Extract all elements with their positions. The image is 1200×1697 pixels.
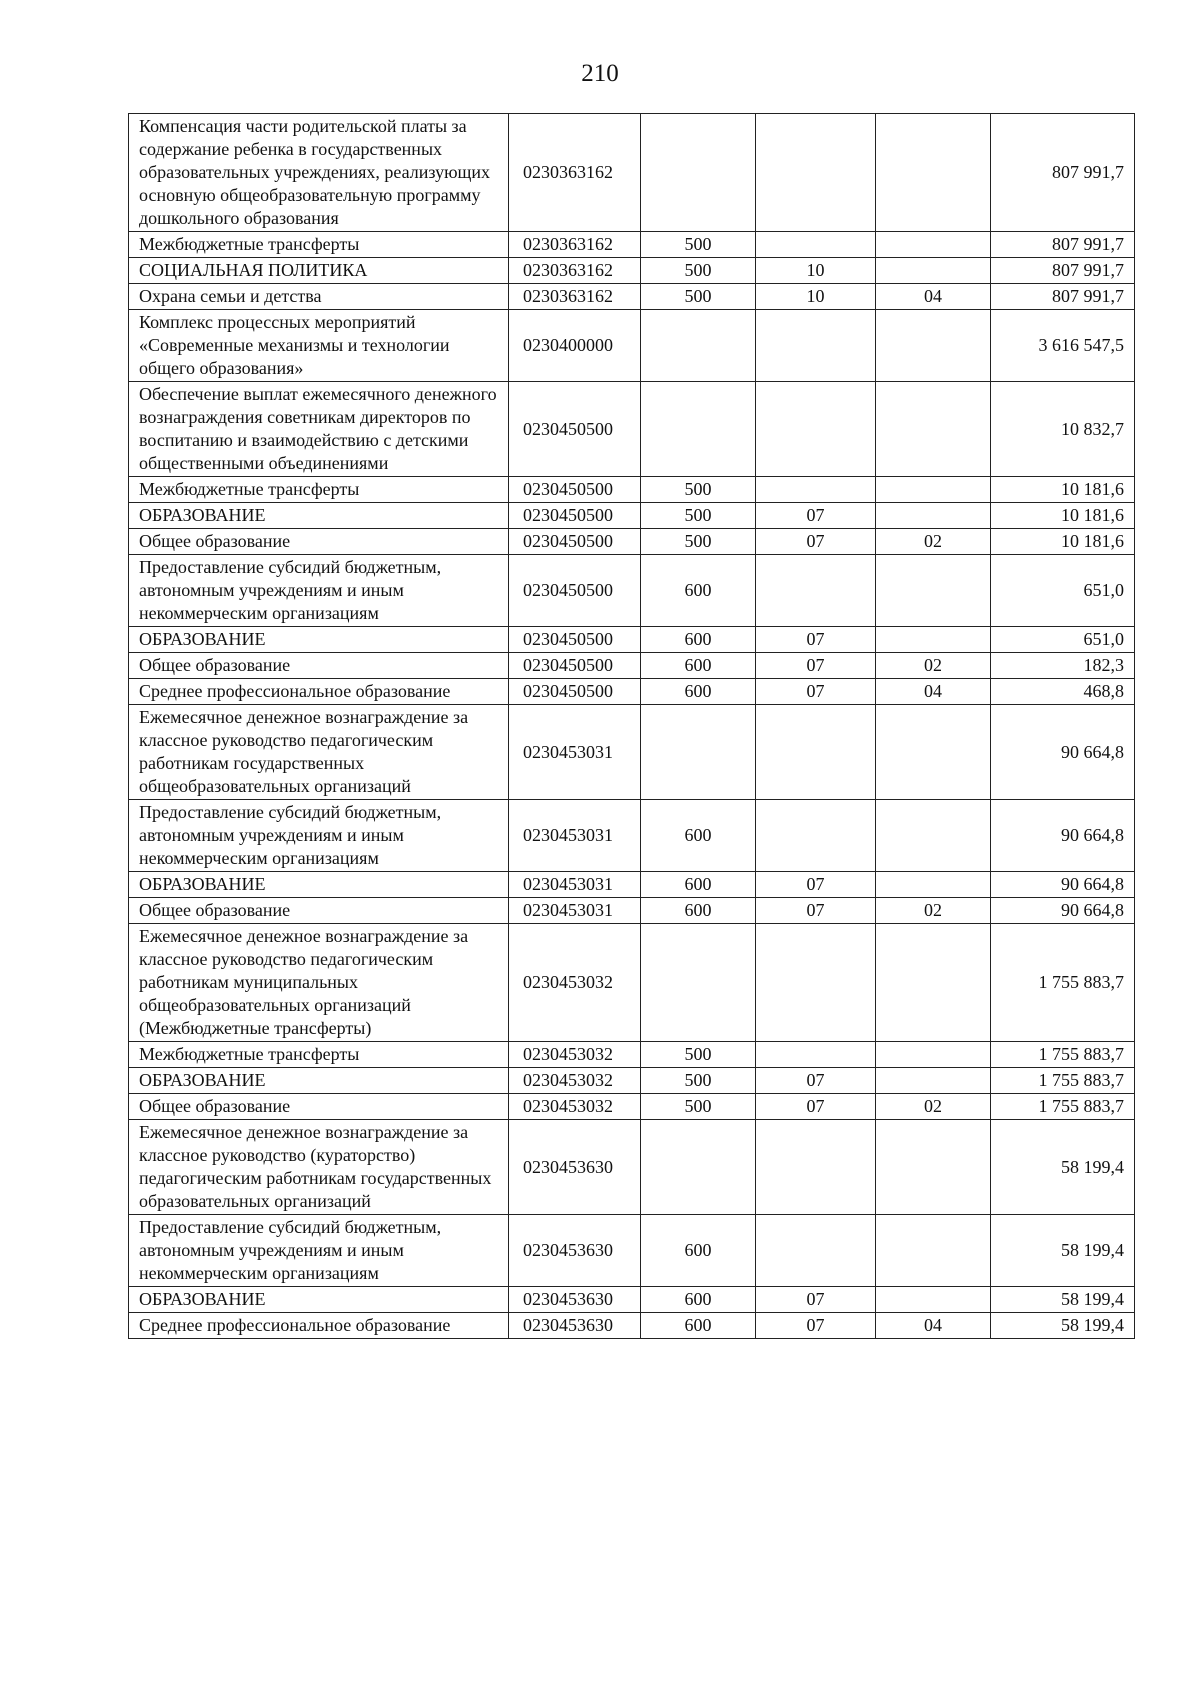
- row-name: Ежемесячное денежное вознаграждение за классное руководство педагогическим работникам муниципальных общеобразовательных организаций (Межбюджетные трансферты): [129, 924, 509, 1042]
- row-code: 0230453031: [509, 705, 641, 800]
- row-expense-type: 600: [641, 1215, 756, 1287]
- row-name: Предоставление субсидий бюджетным, автономным учреждениям и иным некоммерческим организациям: [129, 800, 509, 872]
- row-amount: 3 616 547,5: [991, 310, 1135, 382]
- table-row: [129, 679, 1135, 705]
- table-row: [129, 1313, 1135, 1339]
- row-section: [756, 555, 876, 627]
- row-expense-type: 600: [641, 653, 756, 679]
- row-subsection: 02: [876, 529, 991, 555]
- table-row: [129, 705, 1135, 800]
- row-expense-type: 600: [641, 555, 756, 627]
- row-amount: 90 664,8: [991, 705, 1135, 800]
- row-code: 0230363162: [509, 284, 641, 310]
- row-expense-type: 500: [641, 258, 756, 284]
- row-expense-type: 600: [641, 1287, 756, 1313]
- row-expense-type: [641, 924, 756, 1042]
- table-row: [129, 477, 1135, 503]
- row-amount: 58 199,4: [991, 1120, 1135, 1215]
- row-name: СОЦИАЛЬНАЯ ПОЛИТИКА: [129, 258, 509, 284]
- row-subsection: [876, 114, 991, 232]
- row-code: 0230453630: [509, 1215, 641, 1287]
- row-subsection: [876, 232, 991, 258]
- row-amount: 58 199,4: [991, 1313, 1135, 1339]
- row-expense-type: 500: [641, 477, 756, 503]
- row-name: Компенсация части родительской платы за содержание ребенка в государственных образовательных учреждениях, реализующих основную общеобразовательную программу дошкольного образования: [129, 114, 509, 232]
- row-name: Общее образование: [129, 529, 509, 555]
- row-subsection: [876, 1068, 991, 1094]
- row-amount: 807 991,7: [991, 258, 1135, 284]
- row-name: ОБРАЗОВАНИЕ: [129, 1287, 509, 1313]
- row-section: 07: [756, 529, 876, 555]
- row-name: Общее образование: [129, 653, 509, 679]
- table-row: [129, 1287, 1135, 1313]
- row-amount: 10 832,7: [991, 382, 1135, 477]
- row-code: 0230453031: [509, 800, 641, 872]
- row-expense-type: 600: [641, 800, 756, 872]
- row-code: 0230453032: [509, 924, 641, 1042]
- row-amount: 651,0: [991, 627, 1135, 653]
- row-section: [756, 1215, 876, 1287]
- table-row: [129, 924, 1135, 1042]
- row-name: Охрана семьи и детства: [129, 284, 509, 310]
- row-name: Среднее профессиональное образование: [129, 679, 509, 705]
- row-expense-type: 500: [641, 1042, 756, 1068]
- row-section: [756, 705, 876, 800]
- row-section: [756, 232, 876, 258]
- row-expense-type: [641, 310, 756, 382]
- row-amount: 807 991,7: [991, 114, 1135, 232]
- row-expense-type: 500: [641, 503, 756, 529]
- table-row: [129, 1120, 1135, 1215]
- table-row: [129, 503, 1135, 529]
- table-row: [129, 627, 1135, 653]
- row-subsection: [876, 382, 991, 477]
- row-expense-type: 500: [641, 1068, 756, 1094]
- row-section: 07: [756, 503, 876, 529]
- row-section: 07: [756, 1068, 876, 1094]
- row-subsection: [876, 1120, 991, 1215]
- row-code: 0230453032: [509, 1068, 641, 1094]
- row-amount: 1 755 883,7: [991, 1068, 1135, 1094]
- row-expense-type: 500: [641, 529, 756, 555]
- row-section: [756, 924, 876, 1042]
- row-expense-type: [641, 382, 756, 477]
- row-code: 0230400000: [509, 310, 641, 382]
- table-row: [129, 800, 1135, 872]
- table-row: [129, 653, 1135, 679]
- table-row: [129, 1042, 1135, 1068]
- row-expense-type: 500: [641, 1094, 756, 1120]
- row-section: 07: [756, 898, 876, 924]
- row-amount: 10 181,6: [991, 503, 1135, 529]
- table-row: [129, 284, 1135, 310]
- row-code: 0230450500: [509, 529, 641, 555]
- row-subsection: 02: [876, 898, 991, 924]
- row-expense-type: 600: [641, 627, 756, 653]
- row-amount: 58 199,4: [991, 1215, 1135, 1287]
- table-row: [129, 232, 1135, 258]
- table-row: [129, 1215, 1135, 1287]
- table-row: [129, 898, 1135, 924]
- row-name: Комплекс процессных мероприятий «Современные механизмы и технологии общего образования»: [129, 310, 509, 382]
- row-name: ОБРАЗОВАНИЕ: [129, 1068, 509, 1094]
- row-section: [756, 1120, 876, 1215]
- row-expense-type: 600: [641, 898, 756, 924]
- row-section: [756, 800, 876, 872]
- row-code: 0230453031: [509, 898, 641, 924]
- row-section: [756, 310, 876, 382]
- row-subsection: [876, 1287, 991, 1313]
- row-expense-type: 600: [641, 679, 756, 705]
- table-row: [129, 114, 1135, 232]
- row-amount: 1 755 883,7: [991, 1042, 1135, 1068]
- row-code: 0230450500: [509, 503, 641, 529]
- row-section: [756, 1042, 876, 1068]
- table-row: [129, 555, 1135, 627]
- row-section: 07: [756, 1094, 876, 1120]
- row-code: 0230453630: [509, 1313, 641, 1339]
- row-subsection: [876, 310, 991, 382]
- table-row: [129, 258, 1135, 284]
- table-body: [129, 114, 1135, 1339]
- row-amount: 1 755 883,7: [991, 924, 1135, 1042]
- row-code: 0230450500: [509, 679, 641, 705]
- row-name: Межбюджетные трансферты: [129, 232, 509, 258]
- row-section: 07: [756, 1287, 876, 1313]
- row-subsection: 04: [876, 1313, 991, 1339]
- table-row: [129, 382, 1135, 477]
- row-name: Межбюджетные трансферты: [129, 1042, 509, 1068]
- row-subsection: [876, 1042, 991, 1068]
- row-amount: 10 181,6: [991, 477, 1135, 503]
- row-name: Предоставление субсидий бюджетным, автономным учреждениям и иным некоммерческим организациям: [129, 555, 509, 627]
- row-expense-type: [641, 705, 756, 800]
- row-name: ОБРАЗОВАНИЕ: [129, 627, 509, 653]
- row-section: 07: [756, 679, 876, 705]
- row-amount: 90 664,8: [991, 872, 1135, 898]
- page-number: 210: [581, 60, 619, 87]
- row-code: 0230453032: [509, 1094, 641, 1120]
- row-amount: 807 991,7: [991, 232, 1135, 258]
- row-expense-type: 600: [641, 872, 756, 898]
- row-name: Среднее профессиональное образование: [129, 1313, 509, 1339]
- row-section: 07: [756, 872, 876, 898]
- table-row: [129, 529, 1135, 555]
- row-code: 0230363162: [509, 114, 641, 232]
- row-code: 0230453630: [509, 1287, 641, 1313]
- row-code: 0230363162: [509, 232, 641, 258]
- row-amount: 58 199,4: [991, 1287, 1135, 1313]
- row-subsection: [876, 627, 991, 653]
- row-amount: 90 664,8: [991, 800, 1135, 872]
- row-expense-type: 500: [641, 284, 756, 310]
- row-section: 10: [756, 258, 876, 284]
- row-code: 0230450500: [509, 555, 641, 627]
- row-section: [756, 382, 876, 477]
- row-code: 0230453031: [509, 872, 641, 898]
- row-subsection: [876, 1215, 991, 1287]
- row-amount: 90 664,8: [991, 898, 1135, 924]
- row-expense-type: 600: [641, 1313, 756, 1339]
- row-code: 0230450500: [509, 653, 641, 679]
- row-amount: 807 991,7: [991, 284, 1135, 310]
- table-row: [129, 872, 1135, 898]
- row-code: 0230453032: [509, 1042, 641, 1068]
- table-row: [129, 310, 1135, 382]
- row-expense-type: [641, 114, 756, 232]
- budget-table: [128, 113, 1135, 1339]
- row-section: 07: [756, 653, 876, 679]
- row-code: 0230453630: [509, 1120, 641, 1215]
- row-section: 07: [756, 1313, 876, 1339]
- row-code: 0230450500: [509, 477, 641, 503]
- row-name: Общее образование: [129, 1094, 509, 1120]
- row-subsection: [876, 872, 991, 898]
- row-amount: 468,8: [991, 679, 1135, 705]
- row-name: Ежемесячное денежное вознаграждение за классное руководство педагогическим работникам государственных общеобразовательных организаций: [129, 705, 509, 800]
- row-expense-type: 500: [641, 232, 756, 258]
- row-code: 0230450500: [509, 627, 641, 653]
- row-name: Обеспечение выплат ежемесячного денежного вознаграждения советникам директоров по воспитанию и взаимодействию с детскими общественными объединениями: [129, 382, 509, 477]
- row-name: Предоставление субсидий бюджетным, автономным учреждениям и иным некоммерческим организациям: [129, 1215, 509, 1287]
- row-amount: 651,0: [991, 555, 1135, 627]
- row-expense-type: [641, 1120, 756, 1215]
- row-section: [756, 477, 876, 503]
- row-section: 10: [756, 284, 876, 310]
- row-subsection: 04: [876, 284, 991, 310]
- row-amount: 1 755 883,7: [991, 1094, 1135, 1120]
- row-code: 0230363162: [509, 258, 641, 284]
- row-name: ОБРАЗОВАНИЕ: [129, 872, 509, 898]
- row-name: Ежемесячное денежное вознаграждение за классное руководство (кураторство) педагогическим работникам государственных образовательных организаций: [129, 1120, 509, 1215]
- row-subsection: [876, 258, 991, 284]
- table-row: [129, 1068, 1135, 1094]
- row-amount: 10 181,6: [991, 529, 1135, 555]
- row-code: 0230450500: [509, 382, 641, 477]
- row-subsection: [876, 555, 991, 627]
- row-subsection: [876, 924, 991, 1042]
- row-subsection: [876, 503, 991, 529]
- row-subsection: [876, 705, 991, 800]
- row-section: 07: [756, 627, 876, 653]
- row-subsection: 04: [876, 679, 991, 705]
- row-amount: 182,3: [991, 653, 1135, 679]
- row-name: Общее образование: [129, 898, 509, 924]
- row-subsection: [876, 800, 991, 872]
- row-subsection: 02: [876, 1094, 991, 1120]
- table-row: [129, 1094, 1135, 1120]
- row-name: Межбюджетные трансферты: [129, 477, 509, 503]
- row-subsection: [876, 477, 991, 503]
- row-subsection: 02: [876, 653, 991, 679]
- row-name: ОБРАЗОВАНИЕ: [129, 503, 509, 529]
- row-section: [756, 114, 876, 232]
